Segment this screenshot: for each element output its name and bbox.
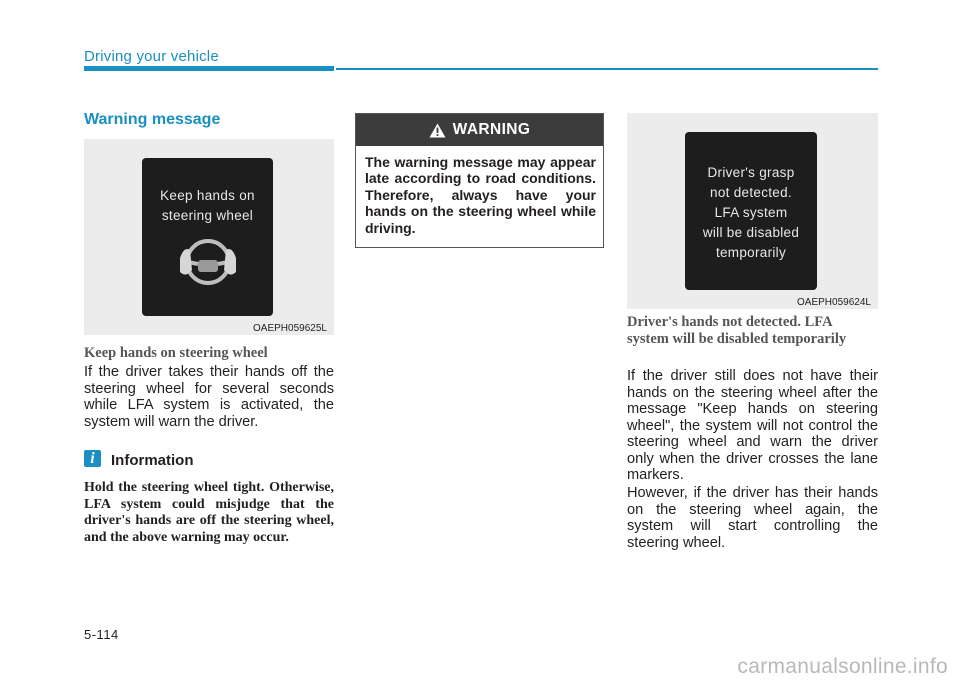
figure-caption: OAEPH059625L — [253, 323, 327, 334]
figure-keep-hands — [84, 139, 334, 335]
cluster-display — [685, 132, 817, 290]
hands-again-paragraph: However, if the driver has their hands on the steering wheel again, the system will start controlling the steering wheel. — [627, 485, 878, 551]
hands-on-steering-wheel-icon — [176, 232, 240, 288]
cluster-display — [142, 158, 273, 316]
header-rule-thick — [84, 66, 334, 71]
warning-box — [355, 113, 604, 248]
info-icon: i — [84, 450, 101, 467]
keep-hands-subheading: Keep hands on steering wheel — [84, 345, 268, 361]
warning-message-heading: Warning message — [84, 111, 221, 128]
information-text: Hold the steering wheel tight. Otherwise, LFA system could misjudge that the driver's hands are off the steering wheel, and the above warning may occur. — [84, 480, 334, 545]
figure-grasp-not-detected — [627, 113, 878, 309]
warning-title: WARNING — [452, 121, 531, 138]
warning-triangle-icon — [429, 123, 446, 138]
warning-text: The warning message may appear late according to road conditions. Therefore, always have your hands on the steering wheel while driving. — [365, 154, 596, 236]
hands-not-detected-subheading: Driver's hands not detected. LFA system will be disabled temporarily — [627, 314, 847, 347]
figure-caption: OAEPH059624L — [797, 297, 871, 308]
display-message: Driver's grasp not detected. LFA system will be disabled temporarily — [702, 165, 800, 260]
information-label: Information — [111, 452, 194, 469]
header-rule-thin — [336, 68, 878, 70]
watermark: carmanualsonline.info — [737, 655, 948, 678]
section-title: Driving your vehicle — [84, 48, 219, 65]
display-message: Keep hands on steering wheel — [160, 188, 255, 223]
warning-header — [356, 114, 603, 146]
hands-not-detected-paragraph: If the driver still does not have their hands on the steering wheel after the message "Keep hands on steering wheel", the system will not control the steering wheel and warn the driver only when the driver crosses the lane markers. — [627, 368, 878, 483]
page-number: 5-114 — [84, 627, 119, 642]
keep-hands-paragraph: If the driver takes their hands off the steering wheel for several seconds while LFA system is activated, the system will warn the driver. — [84, 364, 334, 430]
